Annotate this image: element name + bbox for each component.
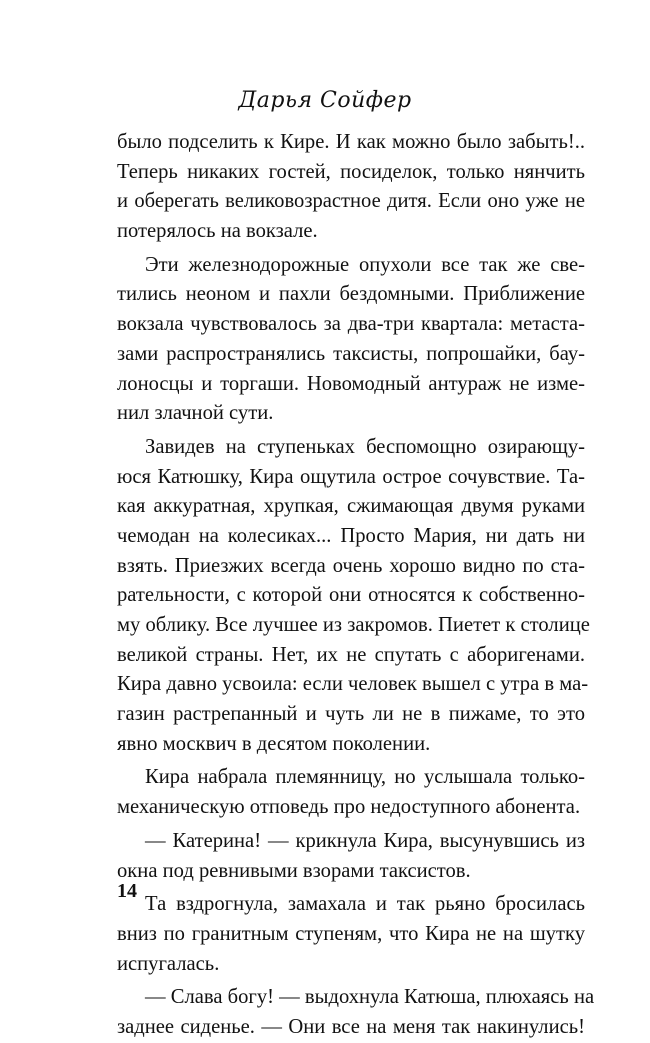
- text-line: Та вздрогнула, замахала и так рьяно бросилась: [145, 893, 585, 916]
- paragraph: [117, 763, 585, 822]
- text-line: нил злачной сути.: [117, 402, 274, 425]
- paragraph: [117, 983, 595, 1042]
- text-line: заднее сиденье. — Они все на меня так накинулись!: [117, 1015, 585, 1038]
- text-line: вниз по гранитным ступеням, что Кира не на шутку: [117, 922, 585, 945]
- text-line: потерялось на вокзале.: [117, 220, 318, 243]
- running-title: Дарья Сойфер: [238, 88, 412, 113]
- text-line: испугалась.: [117, 952, 220, 975]
- text-line: окна под ревнивыми взорами таксистов.: [117, 859, 471, 882]
- page-number: 14: [117, 880, 137, 902]
- text-line: газин растрепанный и чуть ли не в пижаме, то это: [117, 703, 585, 726]
- text-line: великой страны. Нет, их не спутать с аборигенами.: [117, 643, 585, 666]
- text-line: взять. Приезжих всегда очень хорошо видно по ста-: [117, 554, 585, 577]
- text-line: зами распространялись таксисты, попрошайки, бау-: [117, 342, 585, 365]
- paragraph: [117, 890, 585, 979]
- text-line: явно москвич в десятом поколении.: [117, 732, 431, 755]
- paragraph: [117, 251, 585, 429]
- text-line: было подселить к Кире. И как можно было забыть!..: [117, 131, 585, 153]
- paragraph: [117, 433, 590, 760]
- text-line: вокзала чувствовалось за два-три квартала: метаста-: [117, 313, 585, 336]
- text-line: — Катерина! — крикнула Кира, высунувшись из: [145, 829, 585, 852]
- text-line: и оберегать великовозрастное дитя. Если оно уже не: [117, 190, 585, 213]
- paragraph: [117, 827, 585, 886]
- text-line: чемодан на колесиках... Просто Мария, ни дать ни: [117, 524, 585, 547]
- text-line: тились неоном и пахли бездомными. Приближение: [117, 283, 585, 306]
- text-line: рательности, с которой они относятся к собственно-: [117, 584, 585, 607]
- text-line: Теперь никаких гостей, посиделок, только нянчить: [117, 160, 585, 183]
- text-line: Эти железнодорожные опухоли все так же све-: [145, 253, 585, 276]
- text-line: — Слава богу! — выдохнула Катюша, плюхаясь на: [145, 986, 595, 1009]
- text-line: му облику. Все лучшее из закромов. Пиетет к столице: [117, 614, 590, 636]
- text-line: кая аккуратная, хрупкая, сжимающая двумя руками: [117, 495, 585, 518]
- text-line: лоносцы и торгаши. Новомодный антураж не изме-: [117, 372, 585, 395]
- text-line: Кира давно усвоила: если человек вышел с утра в ма-: [117, 673, 589, 696]
- text-line: Завидев на ступеньках беспомощно озирающу-: [145, 435, 585, 458]
- text-line: юся Катюшку, Кира ощутила острое сочувствие. Та-: [117, 465, 585, 488]
- text-line: Кира набрала племянницу, но услышала только-: [145, 766, 585, 789]
- paragraph: [117, 128, 585, 247]
- text-line: механическую отповедь про недоступного абонента.: [117, 796, 581, 819]
- page-body: [117, 128, 595, 1043]
